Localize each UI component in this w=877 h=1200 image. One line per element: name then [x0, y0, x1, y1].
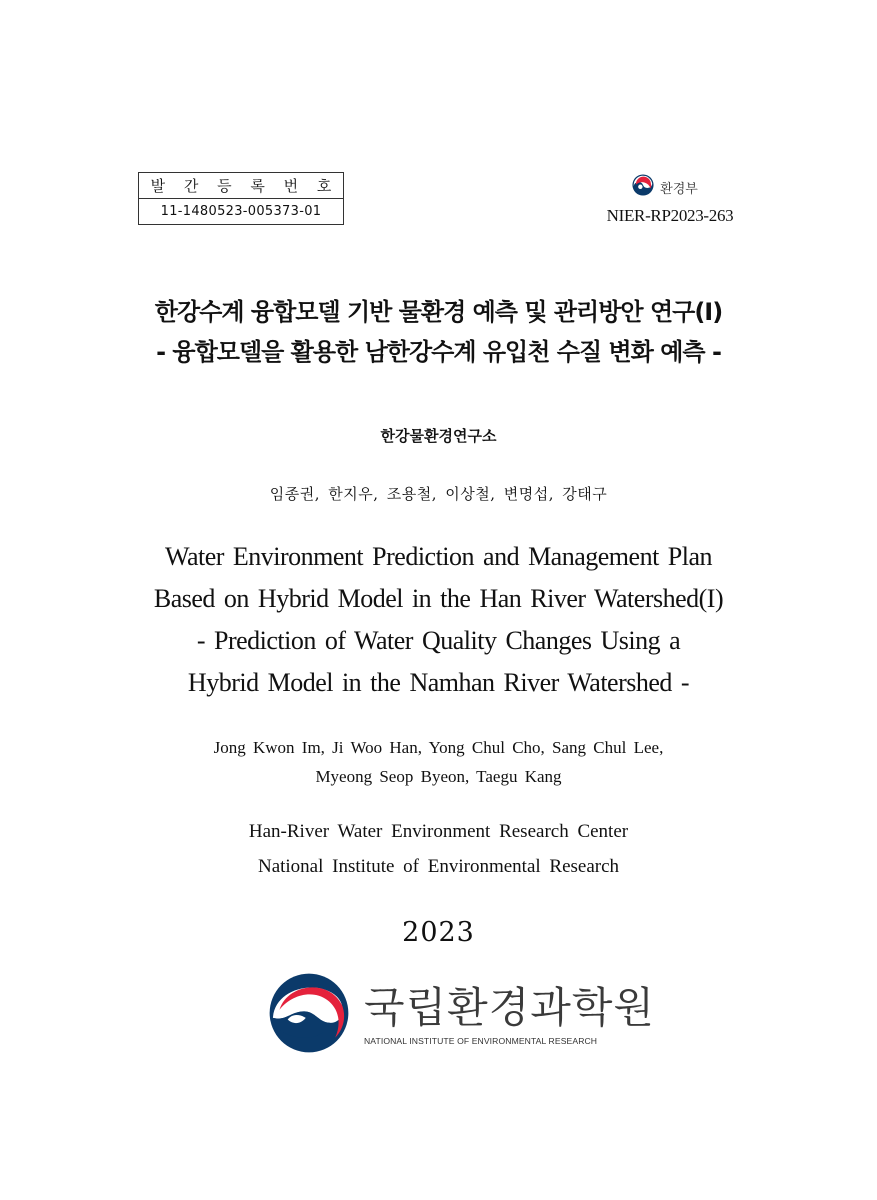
- english-title: [0, 536, 877, 704]
- korean-title-line1: 한강수계 융합모델 기반 물환경 예측 및 관리방안 연구(Ⅰ): [154, 298, 723, 326]
- english-title-line3: - Prediction of Water Quality Changes Using a: [196, 626, 681, 655]
- korean-research-center: 한강물환경연구소: [380, 427, 497, 445]
- ministry-block: [595, 174, 745, 226]
- nier-logo: [268, 972, 655, 1058]
- english-institution-line2: National Institute of Environmental Research: [257, 856, 620, 877]
- registration-number-box: [138, 172, 344, 225]
- publication-year: 2023: [402, 917, 475, 948]
- nier-korean-name: 국립환경과학원: [364, 983, 656, 1032]
- english-title-line2: Based on Hybrid Model in the Han River Watershed(I): [153, 584, 724, 613]
- english-authors-line2: Myeong Seop Byeon, Taegu Kang: [315, 767, 562, 786]
- korean-title: [0, 292, 877, 372]
- english-title-line4: Hybrid Model in the Namhan River Watershed -: [187, 668, 690, 697]
- english-authors: [0, 733, 877, 791]
- government-emblem-icon: [268, 972, 350, 1058]
- english-institution: [0, 814, 877, 884]
- registration-number: 11-1480523-005373-01: [139, 198, 343, 224]
- english-institution-line1: Han-River Water Environment Research Center: [248, 821, 629, 842]
- government-emblem-icon: [632, 174, 654, 200]
- nier-english-name: NATIONAL INSTITUTE OF ENVIRONMENTAL RESEARCH: [364, 1036, 598, 1046]
- english-authors-line1: Jong Kwon Im, Ji Woo Han, Yong Chul Cho, Sang Chul Lee,: [213, 738, 664, 757]
- report-code: NIER-RP2023-263: [606, 206, 734, 225]
- english-title-line1: Water Environment Prediction and Management Plan: [164, 542, 713, 571]
- ministry-name: 환경부: [660, 181, 698, 197]
- korean-authors: 임종권, 한지우, 조용철, 이상철, 변명섭, 강태구: [269, 485, 608, 503]
- korean-title-line2: - 융합모델을 활용한 남한강수계 유입천 수질 변화 예측 -: [156, 338, 721, 366]
- registration-label: 발 간 등 록 번 호: [150, 177, 339, 195]
